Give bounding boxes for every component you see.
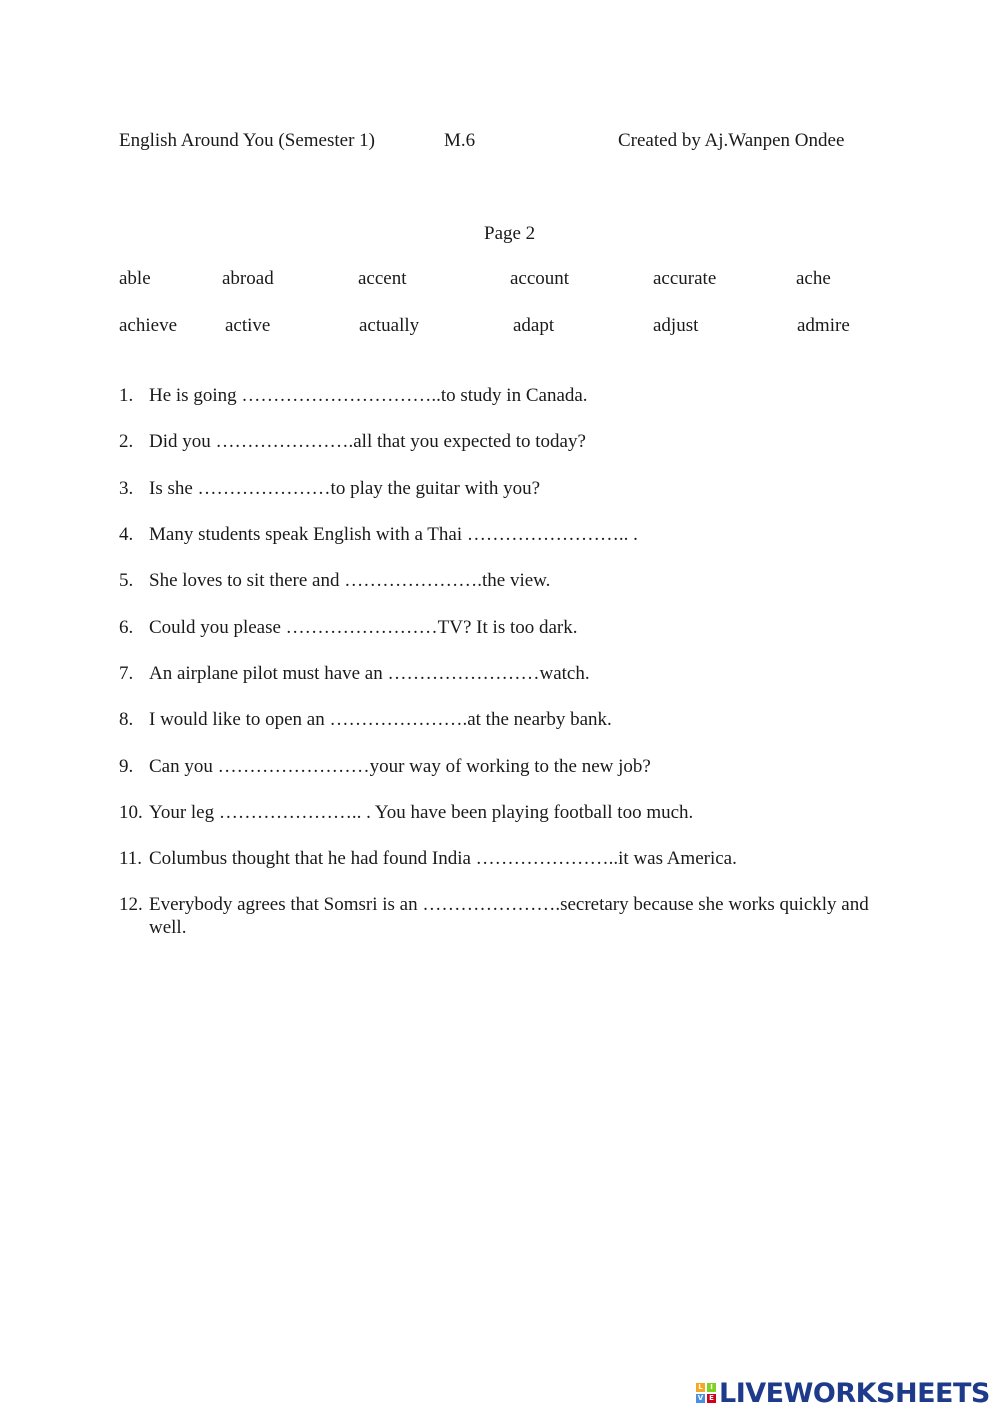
question-number: 1. — [119, 385, 134, 406]
word-bank-item: able — [119, 268, 151, 289]
word-bank-item: account — [510, 268, 570, 289]
course-title: English Around You (Semester 1) — [119, 130, 375, 151]
question-text: She loves to sit there and ………………….the view. — [149, 570, 551, 591]
word-bank-item: abroad — [222, 268, 274, 289]
question-item — [119, 662, 889, 685]
word-bank-item: adjust — [653, 315, 699, 336]
creator-credit: Created by Aj.Wanpen Ondee — [618, 130, 845, 151]
word-bank-item: actually — [359, 315, 420, 336]
question-number: 10. — [119, 802, 143, 823]
logo-tiles-icon — [696, 1383, 716, 1403]
question-number: 11. — [119, 848, 143, 869]
question-number: 12. — [119, 894, 143, 915]
question-item — [119, 384, 889, 407]
question-item — [119, 477, 889, 500]
logo-tile: I — [707, 1383, 716, 1392]
question-item — [119, 893, 889, 939]
word-bank-item: accent — [358, 268, 407, 289]
question-number: 2. — [119, 431, 134, 452]
question-item — [119, 708, 889, 731]
question-text: Did you ………………….all that you expected to today? — [149, 431, 586, 452]
word-bank-item: adapt — [513, 315, 555, 336]
question-text: Is she …………………to play the guitar with you? — [149, 478, 541, 499]
question-text: Everybody agrees that Somsri is an ………………….secretary because she works quickly and well. — [149, 894, 869, 938]
word-bank-item: admire — [797, 315, 850, 336]
question-text: Many students speak English with a Thai …………………….. . — [149, 524, 638, 545]
word-bank-item: achieve — [119, 315, 178, 336]
question-item — [119, 569, 889, 592]
question-number: 8. — [119, 709, 134, 730]
question-text: Your leg ………………….. . You have been playing football too much. — [149, 802, 694, 823]
question-number: 7. — [119, 663, 134, 684]
word-bank-item: active — [225, 315, 271, 336]
question-number: 4. — [119, 524, 134, 545]
logo-text: LIVEWORKSHEETS — [719, 1377, 990, 1409]
question-text: I would like to open an ………………….at the nearby bank. — [149, 709, 612, 730]
word-bank-item: accurate — [653, 268, 717, 289]
question-item — [119, 523, 889, 546]
question-item — [119, 616, 889, 639]
question-number: 6. — [119, 617, 134, 638]
question-number: 9. — [119, 756, 134, 777]
question-text: An airplane pilot must have an ……………………watch. — [149, 663, 590, 684]
question-item — [119, 755, 889, 778]
question-item — [119, 847, 889, 870]
logo-tile: E — [707, 1394, 716, 1403]
word-bank-item: ache — [796, 268, 831, 289]
question-item — [119, 430, 889, 453]
logo-tile: L — [696, 1383, 705, 1392]
question-text: Columbus thought that he had found India …………………..it was America. — [149, 848, 737, 869]
question-text: He is going …………………………..to study in Canada. — [149, 385, 588, 406]
question-text: Could you please ……………………TV? It is too dark. — [149, 617, 578, 638]
liveworksheets-logo[interactable] — [696, 1378, 990, 1408]
question-number: 3. — [119, 478, 134, 499]
grade-level: M.6 — [444, 130, 476, 151]
page-label: Page 2 — [484, 223, 536, 244]
question-item — [119, 801, 889, 824]
question-number: 5. — [119, 570, 134, 591]
question-text: Can you ……………………your way of working to the new job? — [149, 756, 651, 777]
logo-tile: V — [697, 1394, 704, 1402]
